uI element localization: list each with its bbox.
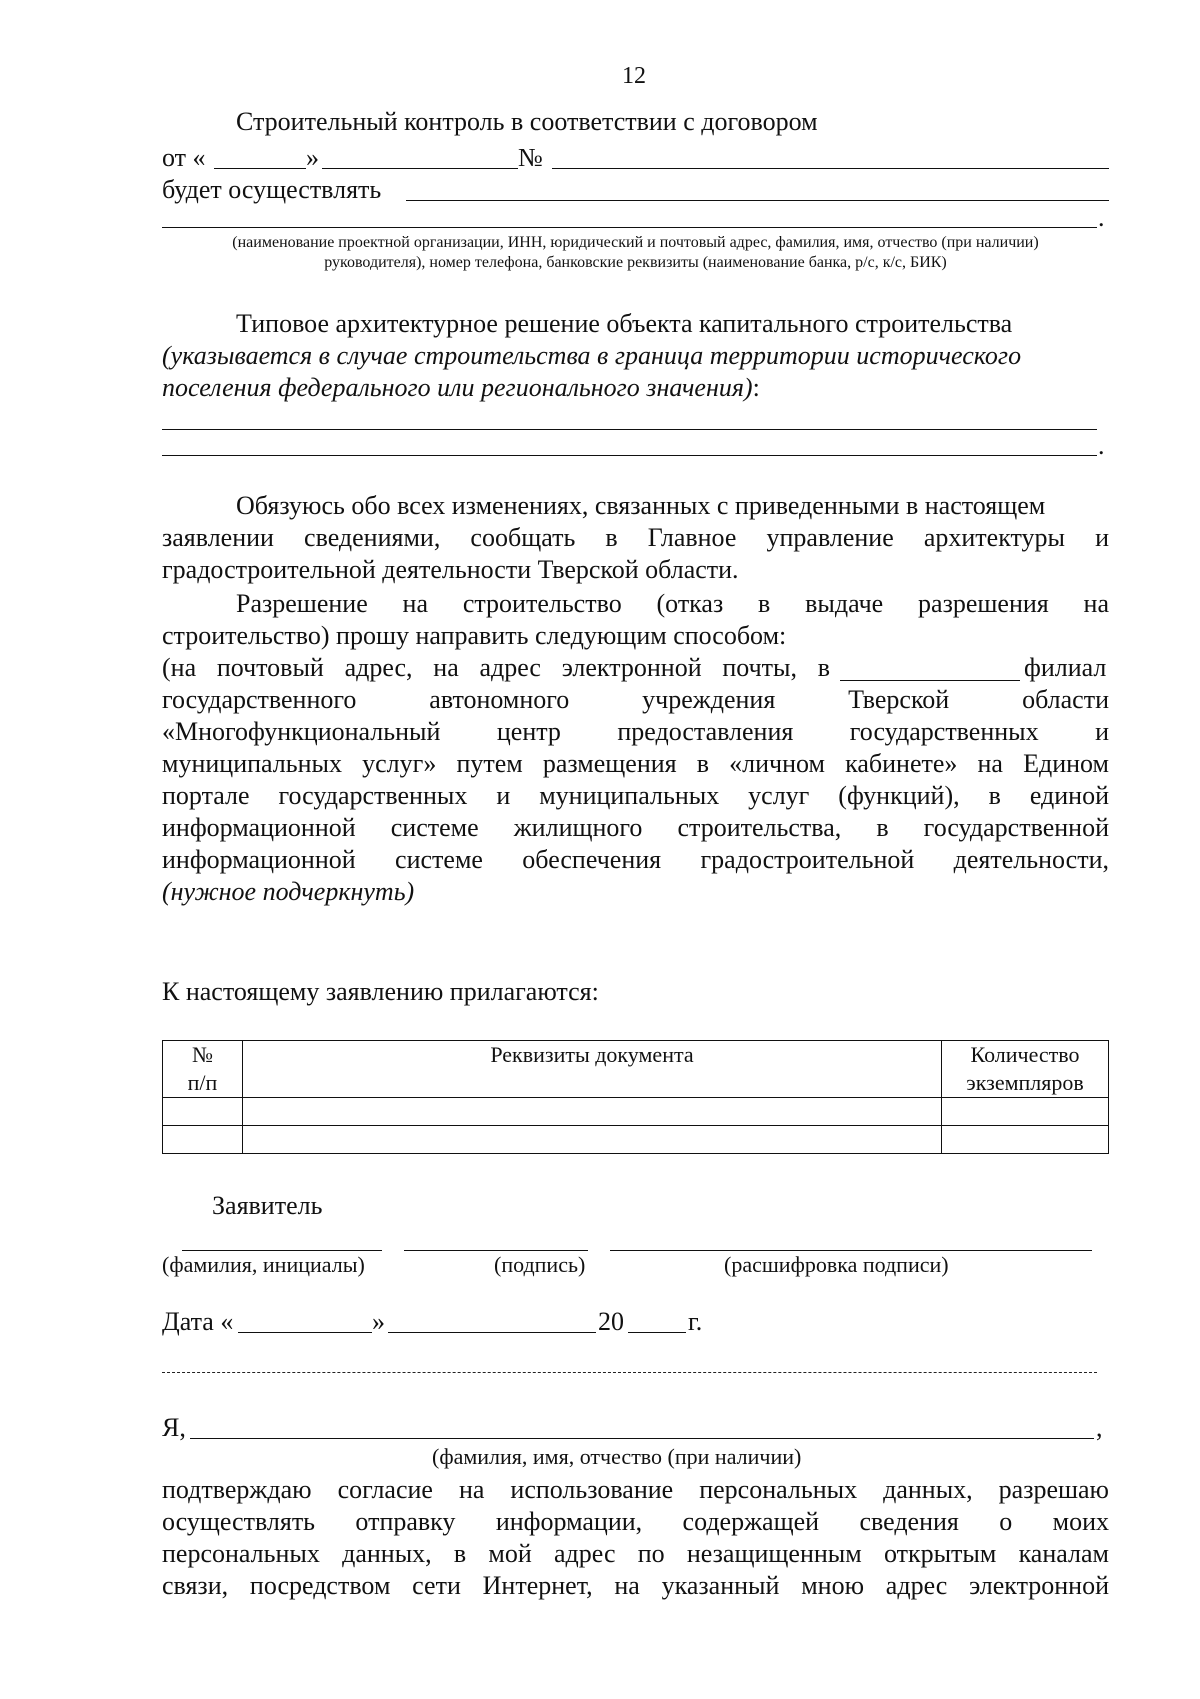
permit-line-10: (нужное подчеркнуть) <box>162 877 415 906</box>
obligation-line-1: Обязуюсь обо всех изменениях, связанных с приведенными в настоящем <box>236 491 1046 520</box>
table-row <box>163 1098 1109 1126</box>
row-2-number-cell[interactable] <box>163 1126 243 1154</box>
applicant-label: Заявитель <box>212 1191 323 1220</box>
caption-signature: (подпись) <box>494 1252 586 1277</box>
header-number-line-1: № <box>191 1042 213 1067</box>
applicant-decode-line[interactable] <box>610 1250 1092 1251</box>
caption-name: (фамилия, инициалы) <box>162 1252 365 1277</box>
header-document-details-label: Реквизиты документа <box>490 1042 694 1067</box>
obligation-line-3: градостроительной деятельности Тверской области. <box>162 555 739 584</box>
consent-line-2: осуществлять отправку информации, содержащей сведения о моих <box>162 1507 1109 1536</box>
consent-line-4: связи, посредством сети Интернет, на указанный мною адрес электронной <box>162 1571 1109 1600</box>
contract-from-close: » <box>306 143 319 172</box>
row-1-details-cell[interactable] <box>242 1098 941 1126</box>
applicant-name-line[interactable] <box>182 1250 382 1251</box>
architectural-line-3-text: поселения федерального или регионального значения) <box>162 373 753 402</box>
permit-line-8: информационной системе жилищного строительства, в государственной <box>162 813 1109 842</box>
header-number <box>163 1041 243 1098</box>
consent-line-3: персональных данных, в мой адрес по незащищенным открытым каналам <box>162 1539 1109 1568</box>
table-row <box>163 1126 1109 1154</box>
permit-line-5: «Многофункциональный центр предоставления государственных и <box>162 717 1109 746</box>
contract-from-label: от « <box>162 143 206 172</box>
caption-decode: (расшифровка подписи) <box>724 1252 949 1277</box>
consent-i-label: Я, <box>162 1413 186 1442</box>
will-perform-label: будет осуществлять <box>162 175 382 204</box>
header-quantity <box>942 1041 1109 1098</box>
permit-line-2: строительство) прошу направить следующим способом: <box>162 621 787 650</box>
consent-fio-caption: (фамилия, имя, отчество (при наличии) <box>432 1444 802 1469</box>
date-year-suffix: г. <box>688 1307 703 1336</box>
attachments-header-row <box>163 1041 1109 1098</box>
obligation-line-2: заявлении сведениями, сообщать в Главное управление архитектуры и <box>162 523 1109 552</box>
contract-number-line[interactable] <box>552 168 1109 169</box>
permit-line-1: Разрешение на строительство (отказ в выдаче разрешения на <box>236 589 1109 618</box>
architectural-line-3 <box>162 372 760 404</box>
consent-comma: , <box>1096 1413 1103 1442</box>
consent-fio-line[interactable] <box>190 1438 1094 1439</box>
performer-line-1[interactable] <box>406 200 1109 201</box>
row-2-quantity-cell[interactable] <box>942 1126 1109 1154</box>
row-2-details-cell[interactable] <box>242 1126 941 1154</box>
date-year-line[interactable] <box>628 1332 686 1333</box>
performer-caption-line-2: руководителя), номер телефона, банковские реквизиты (наименование банка, р/с, к/с, БИК) <box>324 254 947 271</box>
consent-line-1: подтверждаю согласие на использование персональных данных, разрешаю <box>162 1475 1109 1504</box>
date-year-prefix: 20 <box>598 1307 624 1336</box>
construction-control-heading: Строительный контроль в соответствии с договором <box>236 107 818 136</box>
architectural-answer-line-2[interactable] <box>162 455 1097 456</box>
mfc-branch-line[interactable] <box>840 680 1020 681</box>
cut-line <box>162 1372 1097 1373</box>
date-close: » <box>372 1307 385 1336</box>
header-quantity-line-1: Количество <box>970 1042 1080 1067</box>
header-document-details <box>242 1041 941 1098</box>
row-1-number-cell[interactable] <box>163 1098 243 1126</box>
header-number-line-2: п/п <box>187 1070 218 1095</box>
row-1-quantity-cell[interactable] <box>942 1098 1109 1126</box>
contract-day-line[interactable] <box>214 168 306 169</box>
contract-number-sign: № <box>518 143 543 172</box>
permit-line-9: информационной системе обеспечения градостроительной деятельности, <box>162 845 1109 874</box>
performer-end-dot: . <box>1098 203 1105 232</box>
attachments-table <box>162 1040 1109 1154</box>
permit-line-3-left: (на почтовый адрес, на адрес электронной почты, в <box>162 653 830 682</box>
applicant-signature-line[interactable] <box>404 1250 588 1251</box>
date-month-line[interactable] <box>388 1332 596 1333</box>
permit-line-4: государственного автономного учреждения Тверской области <box>162 685 1109 714</box>
attachments-title: К настоящему заявлению прилагаются: <box>162 977 599 1006</box>
contract-month-line[interactable] <box>322 168 518 169</box>
permit-line-3-right: филиал <box>1024 653 1107 682</box>
header-quantity-line-2: экземпляров <box>966 1070 1084 1095</box>
architectural-line-3-colon: : <box>752 373 760 402</box>
architectural-end-dot: . <box>1098 431 1105 460</box>
date-label: Дата « <box>162 1307 234 1336</box>
date-day-line[interactable] <box>238 1332 372 1333</box>
architectural-line-2: (указывается в случае строительства в граница территории исторического <box>162 341 1022 370</box>
permit-line-7: портале государственных и муниципальных услуг (функций), в единой <box>162 781 1109 810</box>
performer-caption-line-1: (наименование проектной организации, ИНН, юридический и почтовый адрес, фамилия, имя, отчество (при наличии) <box>232 234 1039 251</box>
architectural-answer-line-1[interactable] <box>162 429 1097 430</box>
permit-line-6: муниципальных услуг» путем размещения в «личном кабинете» на Едином <box>162 749 1109 778</box>
performer-line-2[interactable] <box>162 227 1097 228</box>
page-number: 12 <box>622 63 646 89</box>
architectural-line-1: Типовое архитектурное решение объекта капитального строительства <box>236 309 1013 338</box>
